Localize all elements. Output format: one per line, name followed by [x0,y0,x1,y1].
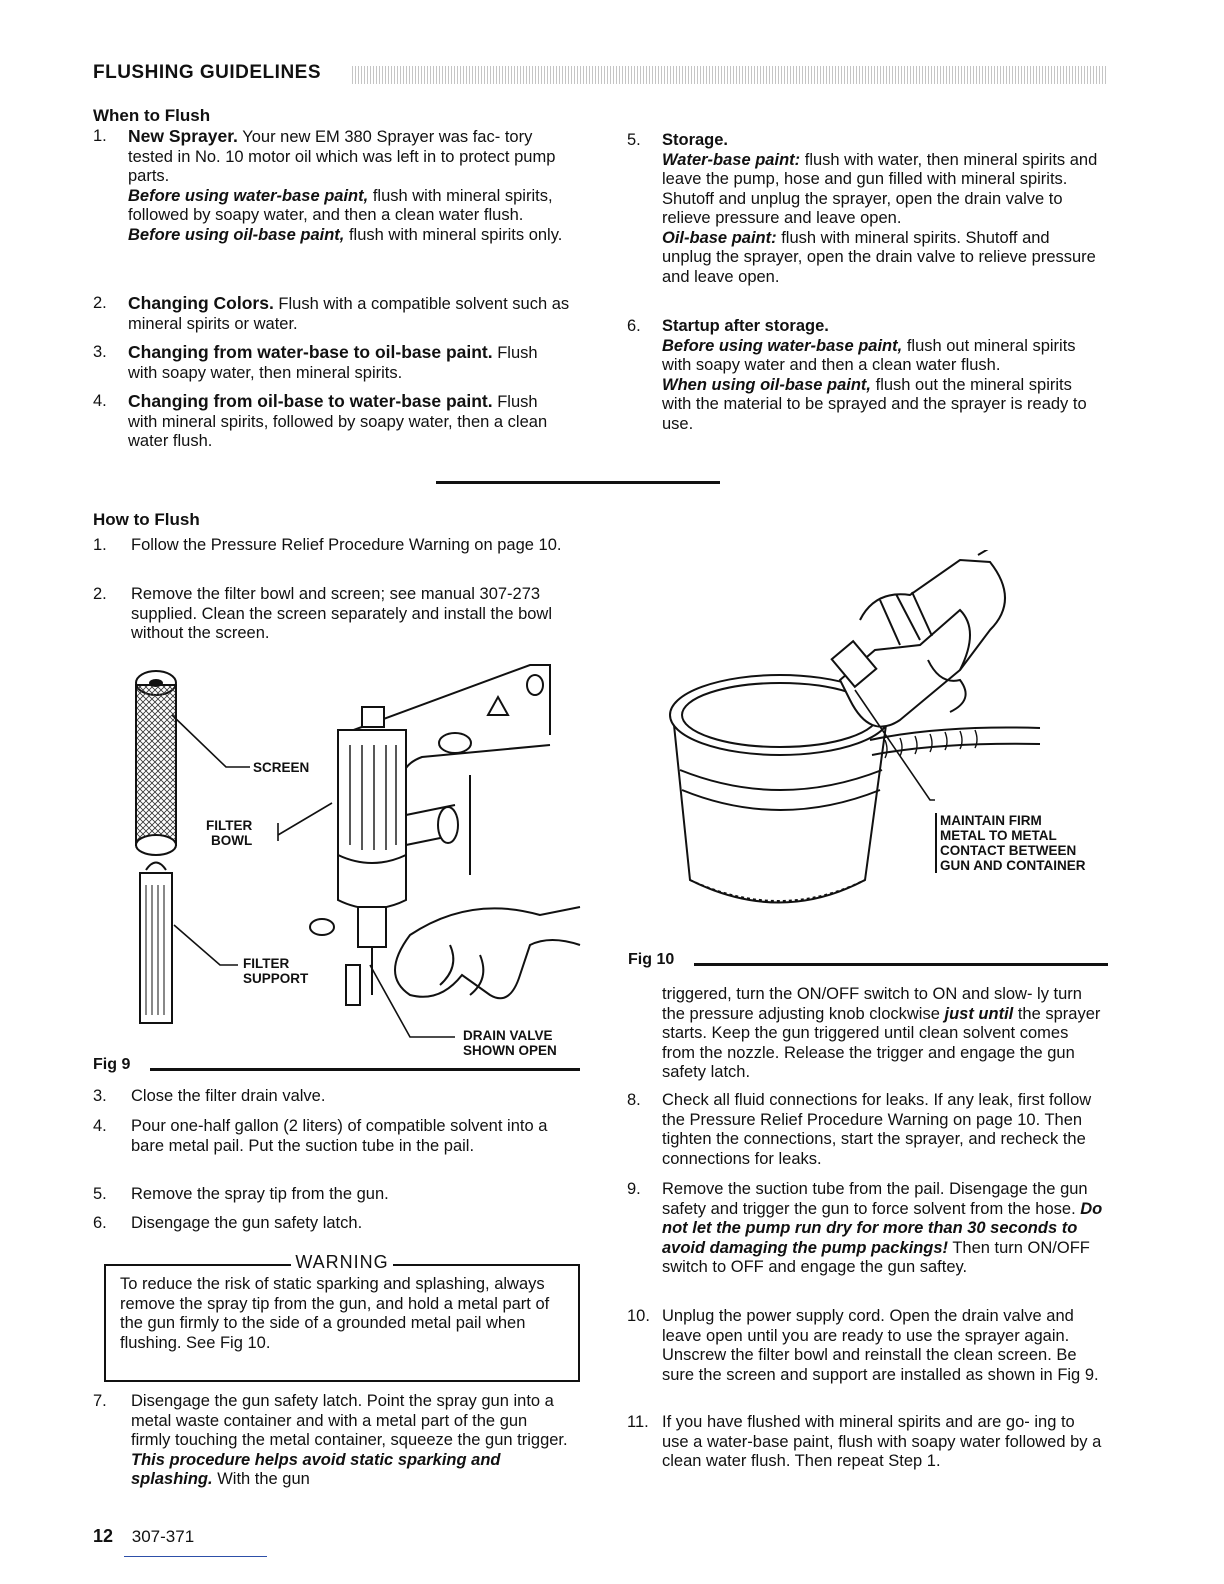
filter-bowl-line-1: FILTER [206,818,253,833]
when-item-4 [93,392,571,452]
step-number: 8. [627,1091,641,1109]
when-item-3 [93,343,571,383]
step-number: 3. [93,1087,107,1105]
when-item-5 [627,131,1103,287]
callout-line-2: METAL TO METAL [940,828,1057,843]
step-number: 1. [93,536,107,554]
when-item-2 [93,294,571,334]
step-number: 2. [93,585,107,603]
step-text: Disengage the gun safety latch. Point the spray gun into a metal waste container and with a metal part of the gun firmly touching the metal container, squeeze the gun trigger. [131,1392,568,1449]
water-base-text: flush with water, then mineral spirits and leave the pump, hose and gun filled with mineral spirits. Shutoff and unplug the sprayer, open the drain valve to relieve pressure and leave open. [662,150,1098,227]
fig9-filter-support-label [243,956,308,986]
step-text: Remove the filter bowl and screen; see manual 307-273 supplied. Clean the screen separately and install the bowl without the screen. [131,585,553,642]
step-number: 11. [627,1413,649,1431]
fig9-label: Fig 9 [93,1056,131,1073]
step-text: Pour one-half gallon (2 liters) of compatible solvent into a bare metal pail. Put the suction tube in the pail. [131,1117,548,1155]
how-to-flush-heading: How to Flush [93,510,200,529]
step-emphasis: Do not let the pump run dry for more than 30 seconds to avoid damaging the pump packings! [662,1199,1103,1257]
drain-valve-line-1: DRAIN VALVE [463,1028,553,1043]
oil-base-label: Oil-base paint: [662,228,777,247]
warning-box [104,1252,580,1382]
step-text: Follow the Pressure Relief Procedure Warning on page 10. [131,536,562,554]
fig9-filter-bowl-label [206,818,252,848]
item-number: 1. [93,127,107,145]
oil-base-text: flush with mineral spirits only. [348,225,563,244]
page-title: FLUSHING GUIDELINES [93,62,322,83]
item-number: 3. [93,343,107,361]
header-shading-bar [352,66,1108,84]
fig9-leader-lines [172,715,455,1037]
item-number: 4. [93,392,107,410]
fig9-illustration [110,645,590,1065]
step-number: 7. [93,1392,107,1410]
item-title: Changing from oil-base to water-base paint. [128,391,493,411]
step-text: Remove the spray tip from the gun. [131,1185,389,1203]
how-step-4 [93,1117,571,1156]
item-text: Flush with mineral spirits, followed by soapy water, then a clean water flush. [128,393,548,450]
fig9-rule [150,1068,580,1071]
item-number: 5. [627,131,641,149]
item-title: Changing Colors. [128,293,274,313]
fig10-illustration [660,550,1130,940]
how-step-8 [627,1091,1103,1169]
water-base-text: flush out mineral spirits with soapy water and then a clean water flush. [662,336,1076,374]
how-step-5 [93,1185,571,1205]
oil-base-text: flush with mineral spirits. Shutoff and unplug the sprayer, open the drain valve to relieve pressure and leave open. [662,228,1096,286]
step-number: 10. [627,1307,650,1325]
callout-line-4: GUN AND CONTAINER [940,858,1086,873]
oil-base-text: flush out the mineral spirits with the material to be sprayed and the sprayer is ready to use. [662,375,1087,433]
drain-valve-icon [310,907,386,1005]
hand-icon [395,907,580,998]
water-base-label: Before using water-base paint, [662,336,903,355]
oil-base-label: Before using oil-base paint, [128,225,345,244]
when-item-1 [93,127,571,245]
step-text: Remove the suction tube from the pail. Disengage the gun safety and trigger the gun to force solvent from the hose. [662,1180,1088,1218]
fig9-screen-label: SCREEN [253,760,310,775]
how-step-6 [93,1214,571,1234]
how-step-7-continued [662,985,1103,1083]
warning-title [106,1252,578,1273]
filter-bowl-line-2: BOWL [211,833,253,848]
how-step-3 [93,1087,571,1107]
item-text: Flush with soapy water, then mineral spirits. [128,344,538,382]
how-step-10 [627,1307,1103,1385]
how-step-11 [627,1413,1103,1472]
step-text-continued: With the gun [217,1470,310,1488]
filter-support-line-1: FILTER [243,956,290,971]
step-emphasis: just until [944,1004,1014,1023]
item-title: New Sprayer. [128,126,238,146]
page-number: 12 [93,1526,114,1546]
fig10-rule [694,963,1108,966]
hose-icon [870,728,1040,759]
step-number: 5. [93,1185,107,1203]
item-title: Storage. [662,131,729,149]
fig9-drain-valve-label [463,1028,557,1058]
page-footer [93,1526,194,1547]
step-text: triggered, turn the ON/OFF switch to ON and slow- ly turn the pressure adjusting knob clockwise [662,985,1082,1023]
oil-base-label: When using oil-base paint, [662,375,872,394]
callout-line-1: MAINTAIN FIRM [940,813,1042,828]
water-base-label: Water-base paint: [662,150,801,169]
how-step-9 [627,1180,1103,1278]
step-text: Close the filter drain valve. [131,1087,326,1105]
callout-line-3: CONTACT BETWEEN [940,843,1077,858]
step-text-continued: Then turn ON/OFF switch to OFF and engage the gun saftey. [662,1238,1090,1276]
when-to-flush-heading: When to Flush [93,106,211,125]
section-divider [436,481,720,484]
fig10-label: Fig 10 [628,951,675,968]
document-number: 307-371 [131,1527,195,1546]
step-text: Disengage the gun safety latch. [131,1214,363,1232]
drain-valve-line-2: SHOWN OPEN [463,1043,557,1058]
water-base-label: Before using water-base paint, [128,186,369,205]
water-base-text: flush with mineral spirits, followed by soapy water, and then a clean water flush. [128,186,553,224]
filter-support-line-2: SUPPORT [243,971,309,986]
step-number: 4. [93,1117,107,1135]
footer-underline [124,1556,267,1557]
step-text: Unplug the power supply cord. Open the drain valve and leave open until you are ready to use the sprayer again. Unscrew the filter bowl and reinstall the clean screen. Be sure the screen and support are installed as shown in Fig 9. [662,1307,1099,1384]
warning-text: To reduce the risk of static sparking and splashing, always remove the spray tip from the gun, and hold a metal part of the gun firmly to the side of a grounded metal pail when flushing. See Fig 10. [120,1275,550,1352]
step-number: 9. [627,1180,641,1198]
step-emphasis: This procedure helps avoid static sparking and splashing. [131,1450,501,1488]
step-text: If you have flushed with mineral spirits and are go- ing to use a water-base paint, flush with soapy water followed by a clean water flush. Then repeat Step 1. [662,1413,1102,1470]
item-number: 2. [93,294,107,312]
warning-title-text: WARNING [291,1252,392,1272]
item-number: 6. [627,317,641,335]
step-text-continued: the sprayer starts. Keep the gun triggered until clean solvent comes from the nozzle. Release the trigger and engage the gun safety latch. [662,1004,1101,1081]
fig10-callout [935,813,1086,873]
how-step-1 [93,536,571,556]
how-step-2 [93,585,571,644]
item-title: Startup after storage. [662,317,829,335]
screen-icon [136,671,176,855]
item-text: Your new EM 380 Sprayer was fac- tory tested in No. 10 motor oil which was left in to protect pump parts. [128,128,556,185]
item-text: Flush with a compatible solvent such as mineral spirits or water. [128,295,570,333]
item-title: Changing from water-base to oil-base paint. [128,342,493,362]
step-number: 6. [93,1214,107,1232]
filter-support-icon [140,863,172,1024]
how-step-7 [93,1392,571,1490]
filter-bowl-icon [338,707,458,909]
when-item-6 [627,317,1103,434]
step-text: Check all fluid connections for leaks. If any leak, first follow the Pressure Relief Procedure Warning on page 10. Then tighten the connections, start the sprayer, and recheck the connections for leaks. [662,1091,1092,1168]
